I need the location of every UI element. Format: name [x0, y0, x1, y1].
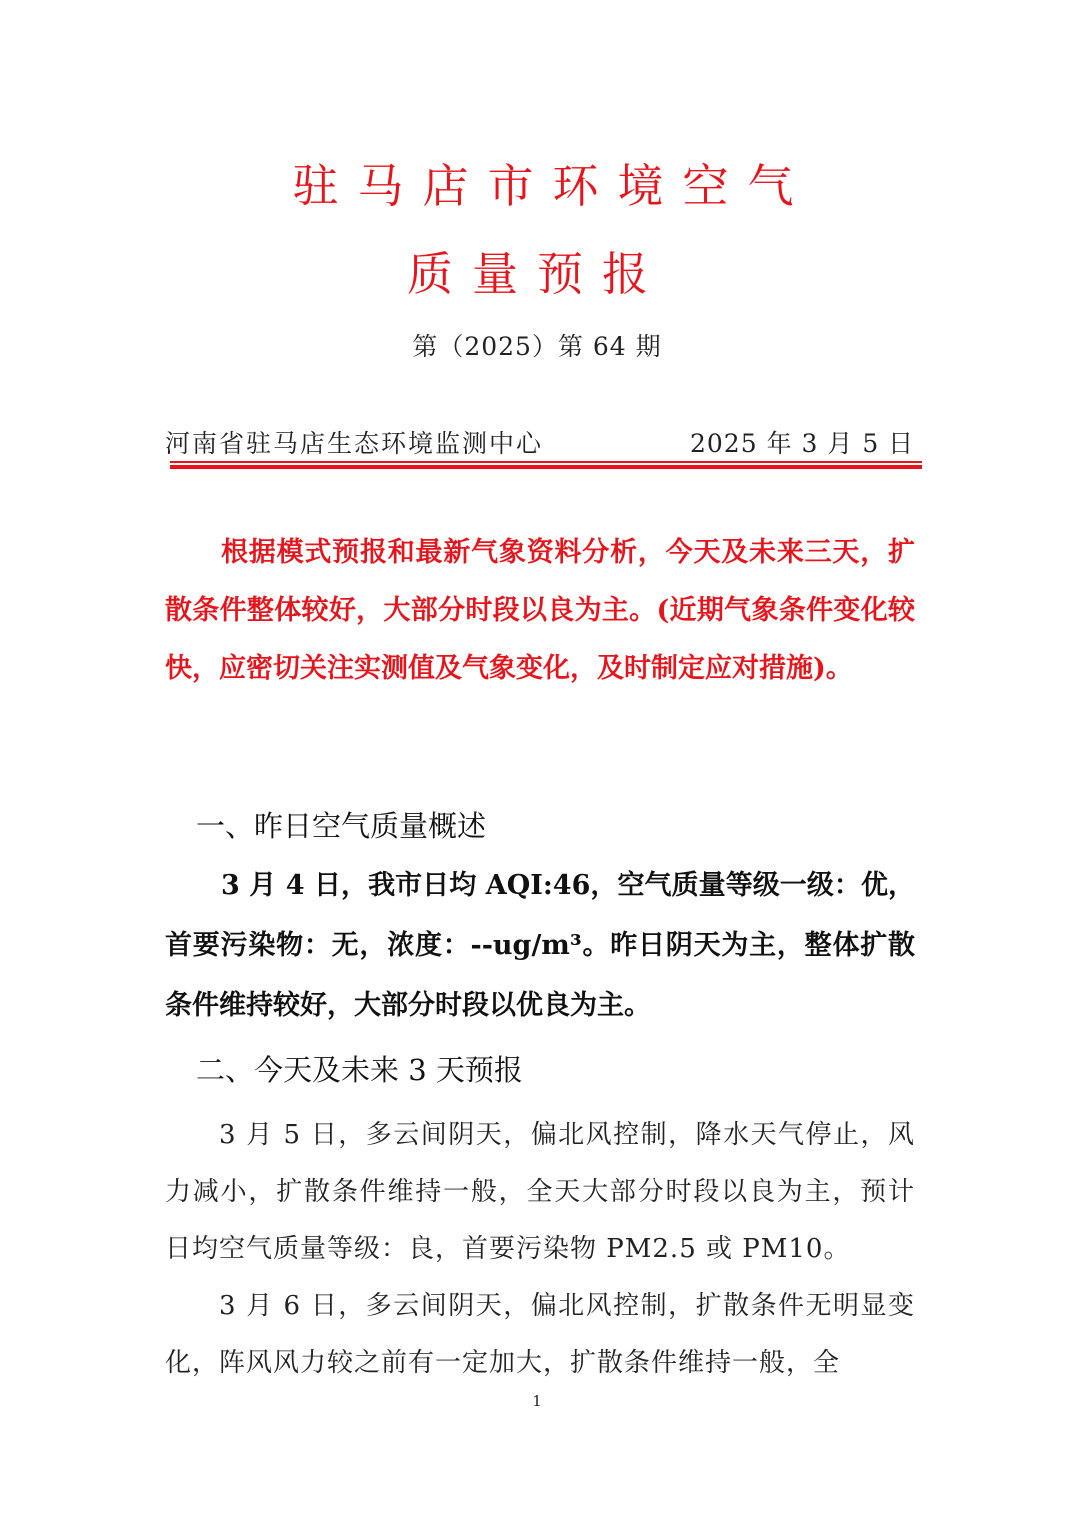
section-heading-yesterday: 一、昨日空气质量概述	[196, 809, 487, 843]
header-divider-thin	[170, 461, 922, 463]
document-title-line2: 质量预报	[407, 247, 667, 301]
section-body-yesterday: 3 月 4 日，我市日均 AQI:46，空气质量等级一级：优，首要污染物：无，浓度：--ug/m³。昨日阴天为主，整体扩散条件维持较好，大部分时段以优良为主。	[165, 870, 915, 1021]
header-divider-thick	[170, 465, 922, 469]
issuer-name: 河南省驻马店生态环境监测中心	[165, 429, 544, 458]
forecast-paragraph: 3 月 5 日，多云间阴天，偏北风控制，降水天气停止，风力减小，扩散条件维持一般，全天大部分时段以良为主，预计日均空气质量等级：良，首要污染物 PM2.5 或 PM10。	[165, 1120, 915, 1264]
issue-date: 2025 年 3 月 5 日	[690, 429, 915, 458]
forecast-notice: 根据模式预报和最新气象资料分析，今天及未来三天，扩散条件整体较好，大部分时段以良为主。(近期气象条件变化较快，应密切关注实测值及气象变化，及时制定应对措施)。	[165, 537, 915, 684]
issue-number: 第（2025）第 64 期	[412, 332, 662, 361]
issuer-row	[165, 424, 920, 460]
document-title-line1: 驻马店市环境空气	[292, 159, 813, 213]
section-heading-forecast: 二、今天及未来 3 天预报	[196, 1053, 523, 1087]
page-number: 1	[532, 1392, 542, 1410]
forecast-paragraph: 3 月 6 日，多云间阴天，偏北风控制，扩散条件无明显变化，阵风风力较之前有一定加大，扩散条件维持一般，全	[165, 1291, 915, 1378]
